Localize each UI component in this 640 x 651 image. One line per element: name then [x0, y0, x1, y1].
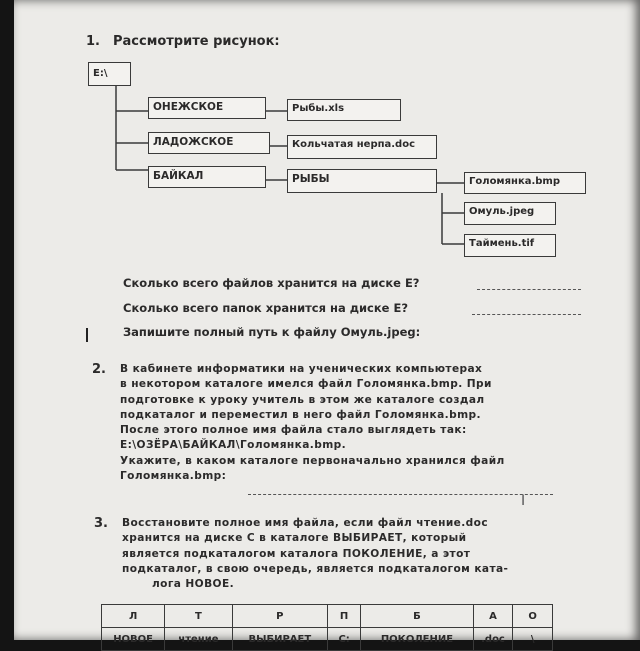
task2-line: E:\ОЗЁРА\БАЙКАЛ\Голомянка.bmp.	[120, 439, 347, 452]
task2-line: подкаталог и переместил в него файл Голомянка.bmp.	[120, 408, 481, 421]
answer-line-original-folder[interactable]	[248, 494, 553, 495]
table-cell: О	[513, 605, 553, 628]
table-cell: А	[473, 605, 513, 628]
text-cursor-icon: I	[521, 493, 526, 509]
file-taimen-tif: Таймень.tif	[464, 234, 556, 257]
root-drive-box: E:\	[88, 62, 131, 86]
task2-line: подготовке к уроку учитель в этом же каталоге создал	[120, 393, 485, 406]
file-ryby-xls: Рыбы.xls	[287, 99, 401, 121]
table-row	[102, 628, 553, 651]
task2-line: Укажите, в каком каталоге первоначально хранился файл	[120, 454, 505, 467]
table-cell: Р	[232, 605, 327, 628]
answer-line-folders[interactable]	[472, 314, 581, 315]
folder-onezhskoe: ОНЕЖСКОЕ	[148, 97, 266, 119]
margin-mark	[86, 328, 88, 342]
answer-line-files[interactable]	[477, 289, 581, 290]
file-nerpa-doc: Кольчатая нерпа.doc	[287, 135, 437, 159]
task2-line: Голомянка.bmp:	[120, 470, 227, 483]
table-cell: НОВОЕ	[102, 628, 165, 651]
file-omul-jpeg: Омуль.jpeg	[464, 202, 556, 225]
task2-line: В кабинете информатики на ученических компьютерах	[120, 363, 483, 375]
file-golomyanka-bmp: Голомянка.bmp	[464, 172, 586, 194]
table-cell: ПОКОЛЕНИЕ	[361, 628, 473, 651]
folder-ryby: РЫБЫ	[287, 169, 437, 193]
task2-line: После этого полное имя файла стало выглядеть так:	[120, 424, 467, 437]
table-cell: чтение	[165, 628, 232, 651]
task1-title: Рассмотрите рисунок:	[113, 34, 280, 49]
task3-line: Восстановите полное имя файла, если файл чтение.doc	[122, 517, 488, 529]
task1-number: 1.	[86, 34, 100, 49]
task2-number: 2.	[92, 362, 106, 377]
table-header-row	[102, 605, 553, 628]
task3-line: подкаталог, в свою очередь, является подкаталогом ката-	[122, 562, 509, 575]
table-cell: .doc	[473, 628, 513, 651]
task3-line: лога НОВОЕ.	[152, 578, 235, 591]
table-cell: Л	[102, 605, 165, 628]
table-cell: Б	[361, 605, 473, 628]
table-cell: \	[513, 628, 553, 651]
task3-number: 3.	[94, 516, 108, 531]
question-files-count: Сколько всего файлов хранится на диске E?	[123, 276, 420, 290]
task2-text	[120, 362, 505, 484]
table-cell: C:	[328, 628, 361, 651]
task3-text	[122, 516, 508, 592]
folder-ladozhskoe: ЛАДОЖСКОЕ	[148, 132, 270, 154]
question-full-path: Запишите полный путь к файлу Омуль.jpeg:	[123, 325, 421, 339]
cipher-table	[101, 604, 553, 651]
question-folders-count: Сколько всего папок хранится на диске E?	[123, 301, 409, 315]
table-cell: ВЫБИРАЕТ	[232, 628, 327, 651]
task3-line: является подкаталогом каталога ПОКОЛЕНИЕ, а этот	[122, 547, 471, 560]
task2-line: в некотором каталоге имелся файл Голомянка.bmp. При	[120, 378, 492, 391]
table-cell: П	[328, 605, 361, 628]
folder-baikal: БАЙКАЛ	[148, 166, 266, 188]
task3-line: хранится на диске C в каталоге ВЫБИРАЕТ, который	[122, 532, 467, 545]
table-cell: Т	[165, 605, 232, 628]
